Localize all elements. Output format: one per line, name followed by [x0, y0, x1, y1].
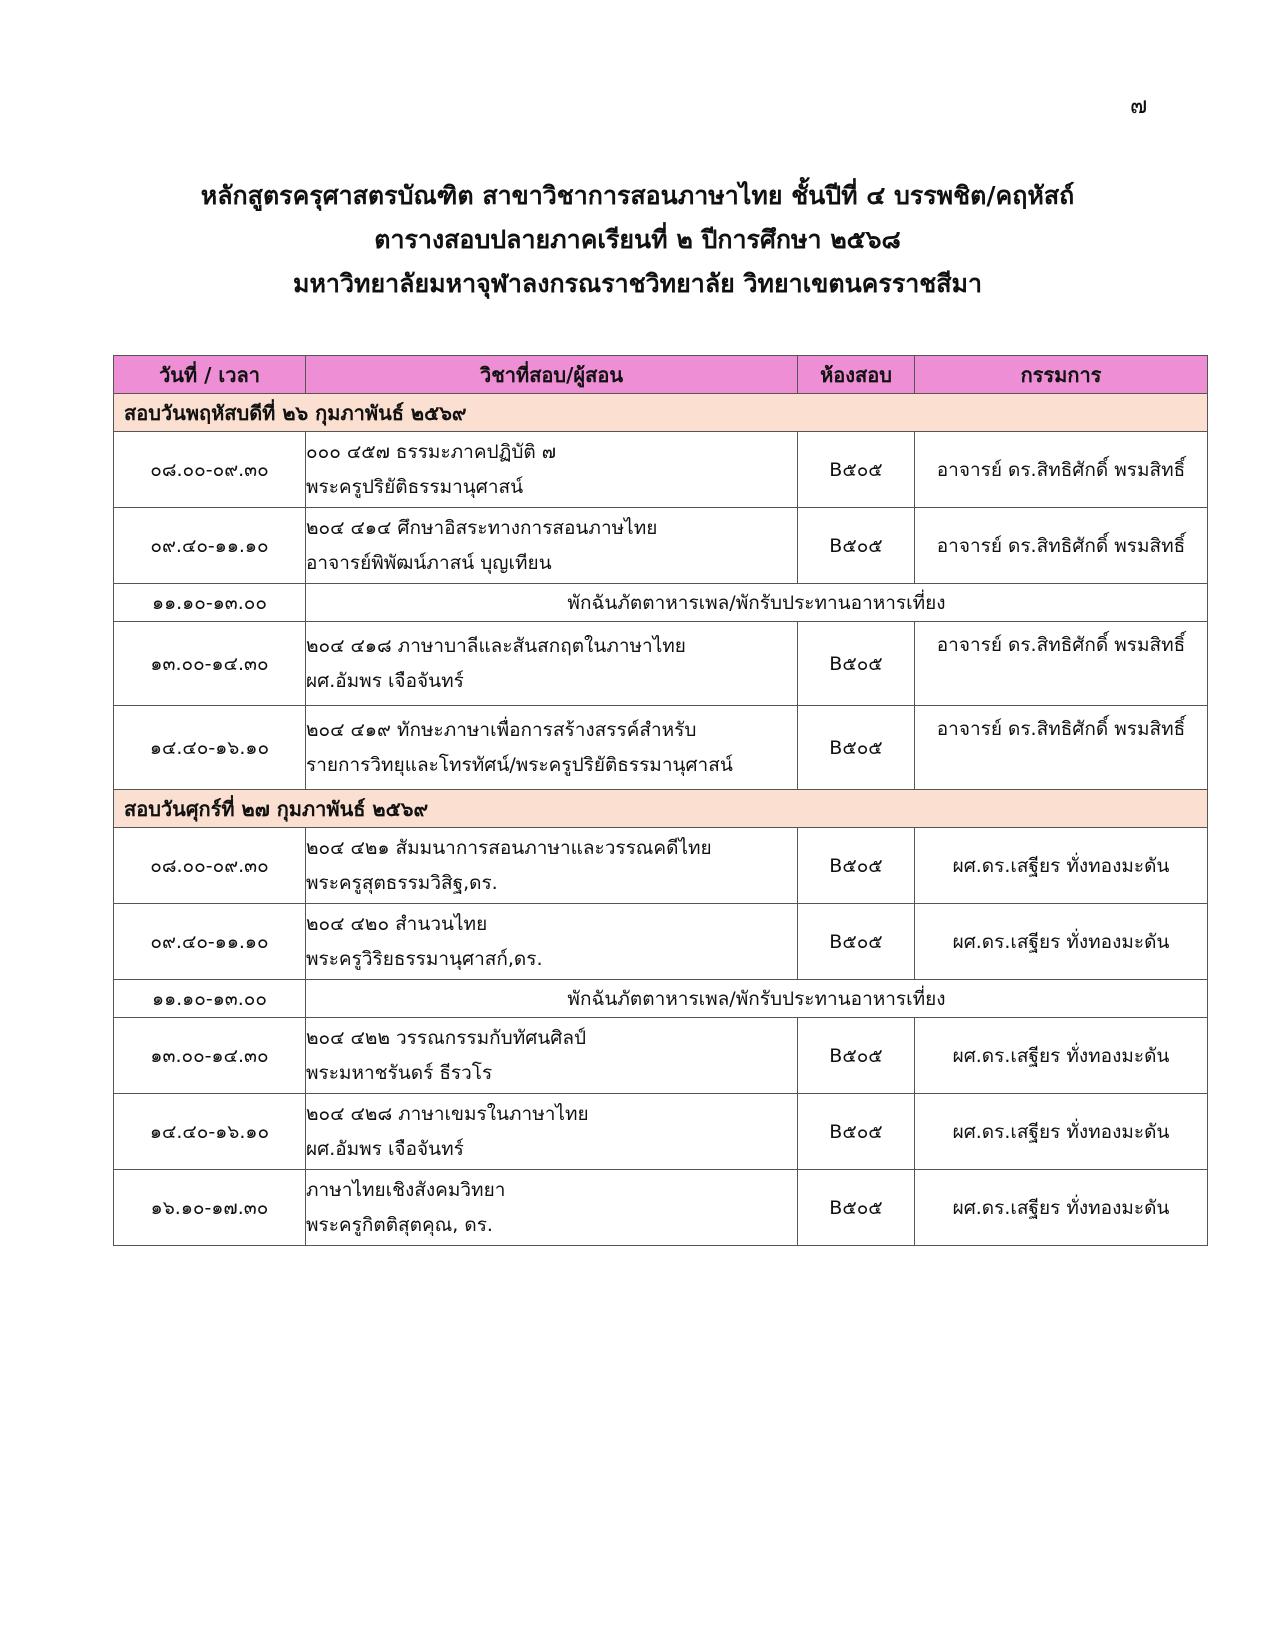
slot-time: ๐๘.๐๐-๐๙.๓๐ — [114, 828, 306, 904]
document-title — [0, 174, 1275, 306]
table-row — [114, 1018, 1208, 1094]
table-row — [114, 706, 1208, 790]
teacher-name: พระครูกิตติสุตคุณ, ดร. — [306, 1213, 493, 1236]
slot-subject — [306, 828, 798, 904]
slot-time: ๑๓.๐๐-๑๔.๓๐ — [114, 622, 306, 706]
exam-room: B๕๐๕ — [798, 1170, 915, 1246]
teacher-name: พระครูวิริยธรรมานุศาสก์,ดร. — [306, 947, 543, 970]
day-label: สอบวันศุกร์ที่ ๒๗ กุมภาพันธ์ ๒๕๖๙ — [114, 790, 1208, 828]
header-room: ห้องสอบ — [798, 356, 915, 394]
slot-subject — [306, 904, 798, 980]
day-label: สอบวันพฤหัสบดีที่ ๒๖ กุมภาพันธ์ ๒๕๖๙ — [114, 394, 1208, 432]
header-committee: กรรมการ — [915, 356, 1208, 394]
exam-room: B๕๐๕ — [798, 706, 915, 790]
course-name: ๒๐๔ ๔๒๐ สำนวนไทย — [306, 912, 488, 935]
day-row — [114, 394, 1208, 432]
table-row — [114, 432, 1208, 508]
slot-subject — [306, 1094, 798, 1170]
course-name: ๒๐๔ ๔๒๒ วรรณกรรมกับทัศนศิลป์ — [306, 1026, 587, 1049]
table-header-row — [114, 356, 1208, 394]
exam-room: B๕๐๕ — [798, 508, 915, 584]
committee-name: อาจารย์ ดร.สิทธิศักดิ์ พรมสิทธิ์ — [915, 706, 1208, 790]
break-label: พักฉันภัตตาหารเพล/พักรับประทานอาหารเที่ยง — [306, 980, 1208, 1018]
title-line-program: หลักสูตรครุศาสตรบัณฑิต สาขาวิชาการสอนภาษาไทย ชั้นปีที่ ๔ บรรพชิต/คฤหัสถ์ — [200, 181, 1075, 210]
exam-room: B๕๐๕ — [798, 1018, 915, 1094]
exam-schedule-table — [113, 355, 1208, 1246]
slot-subject — [306, 706, 798, 790]
slot-subject — [306, 508, 798, 584]
page-number: ๗ — [1130, 93, 1148, 119]
committee-name: ผศ.ดร.เสฐียร ทั่งทองมะดัน — [915, 1018, 1208, 1094]
title-line-schedule: ตารางสอบปลายภาคเรียนที่ ๒ ปีการศึกษา ๒๕๖๘ — [374, 225, 901, 254]
day-row — [114, 790, 1208, 828]
course-name: ๒๐๔ ๔๒๘ ภาษาเขมรในภาษาไทย — [306, 1102, 589, 1125]
exam-room: B๕๐๕ — [798, 904, 915, 980]
header-subject: วิชาที่สอบ/ผู้สอน — [306, 356, 798, 394]
title-line-university: มหาวิทยาลัยมหาจุฬาลงกรณราชวิทยาลัย วิทยาเขตนครราชสีมา — [292, 269, 983, 298]
course-name: ๒๐๔ ๔๑๘ ภาษาบาลีและสันสกฤตในภาษาไทย — [306, 634, 686, 657]
committee-name: ผศ.ดร.เสฐียร ทั่งทองมะดัน — [915, 1170, 1208, 1246]
break-label: พักฉันภัตตาหารเพล/พักรับประทานอาหารเที่ยง — [306, 584, 1208, 622]
slot-time: ๑๓.๐๐-๑๔.๓๐ — [114, 1018, 306, 1094]
exam-room: B๕๐๕ — [798, 432, 915, 508]
slot-time: ๑๔.๔๐-๑๖.๑๐ — [114, 1094, 306, 1170]
teacher-name: รายการวิทยุและโทรทัศน์/พระครูปริยัติธรรมานุศาสน์ — [306, 753, 733, 776]
committee-name: ผศ.ดร.เสฐียร ทั่งทองมะดัน — [915, 828, 1208, 904]
teacher-name: พระมหาชรันดร์ ธีรวโร — [306, 1061, 493, 1084]
slot-subject — [306, 1018, 798, 1094]
slot-time: ๑๔.๔๐-๑๖.๑๐ — [114, 706, 306, 790]
exam-room: B๕๐๕ — [798, 828, 915, 904]
committee-name: ผศ.ดร.เสฐียร ทั่งทองมะดัน — [915, 904, 1208, 980]
table-row — [114, 622, 1208, 706]
table-row — [114, 828, 1208, 904]
teacher-name: พระครูสุตธรรมวิสิฐ,ดร. — [306, 871, 498, 894]
table-row — [114, 508, 1208, 584]
course-name: ๒๐๔ ๔๑๔ ศึกษาอิสระทางการสอนภาษไทย — [306, 516, 658, 539]
slot-time: ๑๑.๑๐-๑๓.๐๐ — [114, 584, 306, 622]
table-row — [114, 1094, 1208, 1170]
course-name: ภาษาไทยเชิงสังคมวิทยา — [306, 1178, 506, 1201]
table-row — [114, 1170, 1208, 1246]
course-name: ๒๐๔ ๔๑๙ ทักษะภาษาเพื่อการสร้างสรรค์สำหรับ — [306, 718, 697, 741]
slot-time: ๐๙.๔๐-๑๑.๑๐ — [114, 904, 306, 980]
table-row — [114, 904, 1208, 980]
teacher-name: ผศ.อัมพร เจือจันทร์ — [306, 1137, 464, 1160]
teacher-name: อาจารย์พิพัฒน์ภาสน์ บุญเทียน — [306, 551, 552, 574]
committee-name: อาจารย์ ดร.สิทธิศักดิ์ พรมสิทธิ์ — [915, 508, 1208, 584]
exam-room: B๕๐๕ — [798, 622, 915, 706]
break-row — [114, 584, 1208, 622]
teacher-name: พระครูปริยัติธรรมานุศาสน์ — [306, 475, 524, 498]
slot-time: ๐๙.๔๐-๑๑.๑๐ — [114, 508, 306, 584]
teacher-name: ผศ.อัมพร เจือจันทร์ — [306, 669, 464, 692]
course-name: ๒๐๔ ๔๒๑ สัมมนาการสอนภาษาและวรรณคดีไทย — [306, 836, 712, 859]
slot-subject — [306, 1170, 798, 1246]
break-row — [114, 980, 1208, 1018]
course-name: ๐๐๐ ๔๕๗ ธรรมะภาคปฏิบัติ ๗ — [306, 440, 557, 463]
committee-name: อาจารย์ ดร.สิทธิศักดิ์ พรมสิทธิ์ — [915, 622, 1208, 706]
slot-time: ๐๘.๐๐-๐๙.๓๐ — [114, 432, 306, 508]
committee-name: อาจารย์ ดร.สิทธิศักดิ์ พรมสิทธิ์ — [915, 432, 1208, 508]
slot-subject — [306, 432, 798, 508]
slot-time: ๑๑.๑๐-๑๓.๐๐ — [114, 980, 306, 1018]
slot-subject — [306, 622, 798, 706]
slot-time: ๑๖.๑๐-๑๗.๓๐ — [114, 1170, 306, 1246]
header-time: วันที่ / เวลา — [114, 356, 306, 394]
exam-room: B๕๐๕ — [798, 1094, 915, 1170]
committee-name: ผศ.ดร.เสฐียร ทั่งทองมะดัน — [915, 1094, 1208, 1170]
